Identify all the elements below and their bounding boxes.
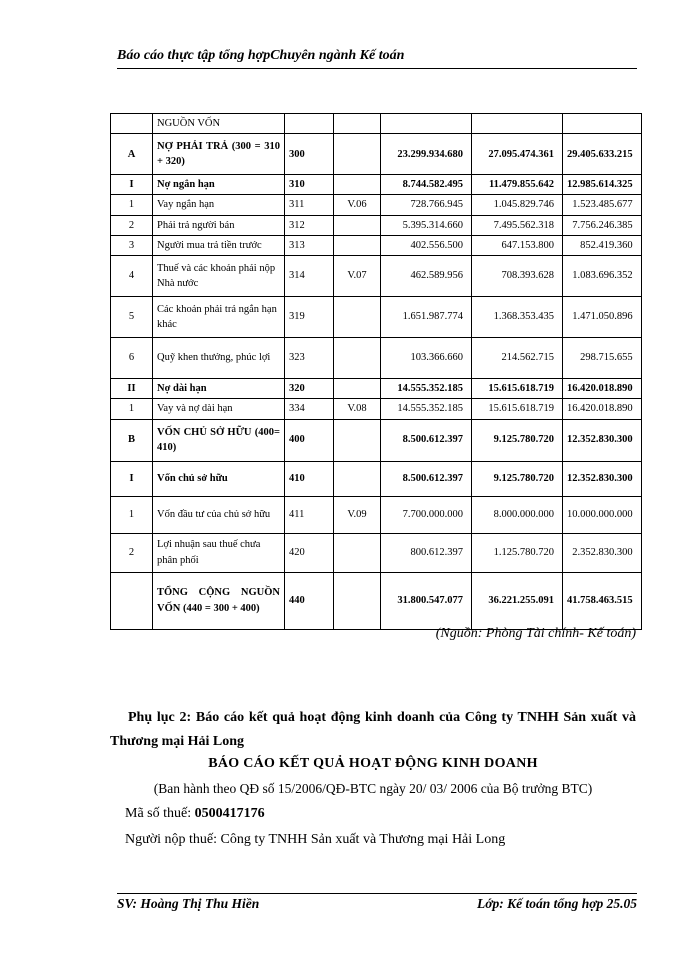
appendix-caption — [110, 706, 636, 754]
table-row — [111, 572, 642, 629]
row-code — [111, 114, 153, 134]
row-value-1: 800.612.397 — [381, 533, 472, 572]
row-label: Phải trả người bán — [153, 215, 285, 235]
row-value-3: 298.715.655 — [563, 338, 642, 379]
row-value-1: 14.555.352.185 — [381, 399, 472, 419]
row-label: Lợi nhuận sau thuế chưa phân phối — [153, 533, 285, 572]
row-value-3: 852.419.360 — [563, 235, 642, 255]
row-number: 420 — [285, 533, 334, 572]
row-value-1: 23.299.934.680 — [381, 134, 472, 175]
row-label: NỢ PHẢI TRẢ (300 = 310 + 320) — [153, 134, 285, 175]
row-value-3: 16.420.018.890 — [563, 399, 642, 419]
row-code: 1 — [111, 195, 153, 215]
row-value-1: 728.766.945 — [381, 195, 472, 215]
row-note — [334, 572, 381, 629]
row-value-2: 15.615.618.719 — [472, 379, 563, 399]
row-code: A — [111, 134, 153, 175]
row-number: 300 — [285, 134, 334, 175]
row-number: 319 — [285, 297, 334, 338]
row-label: VỐN CHỦ SỞ HỮU (400= 410) — [153, 419, 285, 461]
row-label: Người mua trả tiền trước — [153, 235, 285, 255]
row-value-2: 214.562.715 — [472, 338, 563, 379]
row-value-3: 12.352.830.300 — [563, 419, 642, 461]
row-code: 2 — [111, 215, 153, 235]
row-note — [334, 379, 381, 399]
row-label: Vốn chủ sở hữu — [153, 461, 285, 496]
row-value-3: 1.523.485.677 — [563, 195, 642, 215]
footer-student: SV: Hoàng Thị Thu Hiền — [117, 896, 260, 911]
row-code: 5 — [111, 297, 153, 338]
row-code: I — [111, 461, 153, 496]
row-number: 314 — [285, 256, 334, 297]
page-header-title: Báo cáo thực tập tổng hợpChuyên ngành Kế toán — [117, 48, 405, 63]
row-note — [334, 134, 381, 175]
table-row — [111, 114, 642, 134]
issued-by-note: (Ban hành theo QĐ số 15/2006/QĐ-BTC ngày 20/ 03/ 2006 của Bộ trưởng BTC) — [153, 781, 593, 796]
row-value-2: 708.393.628 — [472, 256, 563, 297]
row-value-1 — [381, 114, 472, 134]
row-note — [334, 533, 381, 572]
row-value-2 — [472, 114, 563, 134]
row-value-2: 8.000.000.000 — [472, 496, 563, 533]
row-value-1: 8.744.582.495 — [381, 175, 472, 195]
row-note: V.07 — [334, 256, 381, 297]
row-note: V.06 — [334, 195, 381, 215]
row-value-1: 31.800.547.077 — [381, 572, 472, 629]
row-note — [334, 175, 381, 195]
row-note: V.09 — [334, 496, 381, 533]
row-note — [334, 114, 381, 134]
table-row — [111, 235, 642, 255]
row-value-2: 1.045.829.746 — [472, 195, 563, 215]
row-value-3: 29.405.633.215 — [563, 134, 642, 175]
row-label: Quỹ khen thưởng, phúc lợi — [153, 338, 285, 379]
appendix-caption-text: Phụ lục 2: Báo cáo kết quả hoạt động kinh doanh của Công ty TNHH Sản xuất và Thương mại Hải Long — [110, 710, 636, 749]
row-code: 3 — [111, 235, 153, 255]
row-value-1: 8.500.612.397 — [381, 461, 472, 496]
row-label: Vốn đầu tư của chủ sở hữu — [153, 496, 285, 533]
row-number: 320 — [285, 379, 334, 399]
tax-code-line — [125, 806, 265, 822]
footer-class: Lớp: Kế toán tổng hợp 25.05 — [476, 896, 637, 911]
row-note — [334, 297, 381, 338]
table-row — [111, 338, 642, 379]
row-value-3: 12.985.614.325 — [563, 175, 642, 195]
row-value-2: 36.221.255.091 — [472, 572, 563, 629]
row-number: 334 — [285, 399, 334, 419]
row-code: 4 — [111, 256, 153, 297]
table-row — [111, 297, 642, 338]
row-value-2: 7.495.562.318 — [472, 215, 563, 235]
row-label: Các khoản phải trả ngắn hạn khác — [153, 297, 285, 338]
row-value-3: 16.420.018.890 — [563, 379, 642, 399]
row-label: Thuế và các khoản phải nộp Nhà nước — [153, 256, 285, 297]
row-value-1: 462.589.956 — [381, 256, 472, 297]
row-value-1: 14.555.352.185 — [381, 379, 472, 399]
row-note — [334, 419, 381, 461]
row-code: 2 — [111, 533, 153, 572]
row-label: Nợ ngắn hạn — [153, 175, 285, 195]
row-code: B — [111, 419, 153, 461]
row-note — [334, 461, 381, 496]
taxpayer-label: Người nộp thuế: — [125, 832, 217, 847]
row-value-3: 10.000.000.000 — [563, 496, 642, 533]
row-code: II — [111, 379, 153, 399]
row-number: 313 — [285, 235, 334, 255]
table-row — [111, 461, 642, 496]
row-value-2: 27.095.474.361 — [472, 134, 563, 175]
taxpayer-value: Công ty TNHH Sản xuất và Thương mại Hải Long — [220, 832, 506, 847]
row-value-3 — [563, 114, 642, 134]
row-value-1: 402.556.500 — [381, 235, 472, 255]
row-value-2: 647.153.800 — [472, 235, 563, 255]
row-value-2: 9.125.780.720 — [472, 419, 563, 461]
row-label: TỔNG CỘNG NGUỒN VỐN (440 = 300 + 400) — [153, 572, 285, 629]
row-label: Vay và nợ dài hạn — [153, 399, 285, 419]
row-number — [285, 114, 334, 134]
table-row — [111, 379, 642, 399]
row-label: Vay ngắn hạn — [153, 195, 285, 215]
tax-code-value: 0500417176 — [194, 806, 265, 821]
row-code: 1 — [111, 496, 153, 533]
row-number: 312 — [285, 215, 334, 235]
row-value-1: 5.395.314.660 — [381, 215, 472, 235]
row-value-3: 1.471.050.896 — [563, 297, 642, 338]
row-value-3: 1.083.696.352 — [563, 256, 642, 297]
table-row — [111, 175, 642, 195]
row-code: I — [111, 175, 153, 195]
row-number: 310 — [285, 175, 334, 195]
row-value-1: 8.500.612.397 — [381, 419, 472, 461]
row-number: 410 — [285, 461, 334, 496]
footer-divider — [117, 893, 637, 894]
row-label: NGUỒN VỐN — [153, 114, 285, 134]
tax-code-label: Mã số thuế: — [125, 806, 192, 821]
row-value-1: 1.651.987.774 — [381, 297, 472, 338]
row-value-3: 41.758.463.515 — [563, 572, 642, 629]
row-number: 440 — [285, 572, 334, 629]
balance-sheet-table — [110, 113, 642, 630]
row-value-2: 1.368.353.435 — [472, 297, 563, 338]
table-row — [111, 533, 642, 572]
row-note — [334, 215, 381, 235]
row-number: 411 — [285, 496, 334, 533]
row-number: 311 — [285, 195, 334, 215]
row-value-2: 9.125.780.720 — [472, 461, 563, 496]
row-value-2: 15.615.618.719 — [472, 399, 563, 419]
taxpayer-line — [125, 832, 505, 848]
row-value-2: 1.125.780.720 — [472, 533, 563, 572]
report-title: BÁO CÁO KẾT QUẢ HOẠT ĐỘNG KINH DOANH — [208, 756, 538, 771]
row-value-3: 2.352.830.300 — [563, 533, 642, 572]
row-number: 400 — [285, 419, 334, 461]
table-row — [111, 195, 642, 215]
row-label: Nợ dài hạn — [153, 379, 285, 399]
row-number: 323 — [285, 338, 334, 379]
row-code: 1 — [111, 399, 153, 419]
row-note — [334, 235, 381, 255]
table-row — [111, 496, 642, 533]
table-row — [111, 419, 642, 461]
row-note: V.08 — [334, 399, 381, 419]
row-value-1: 103.366.660 — [381, 338, 472, 379]
row-code: 6 — [111, 338, 153, 379]
table-row — [111, 399, 642, 419]
row-value-1: 7.700.000.000 — [381, 496, 472, 533]
table-row — [111, 134, 642, 175]
row-code — [111, 572, 153, 629]
row-value-3: 7.756.246.385 — [563, 215, 642, 235]
source-note: (Nguồn: Phòng Tài chính- Kế toán) — [435, 626, 636, 641]
row-note — [334, 338, 381, 379]
row-value-3: 12.352.830.300 — [563, 461, 642, 496]
table-row — [111, 215, 642, 235]
header-divider — [117, 68, 637, 69]
row-value-2: 11.479.855.642 — [472, 175, 563, 195]
table-row — [111, 256, 642, 297]
